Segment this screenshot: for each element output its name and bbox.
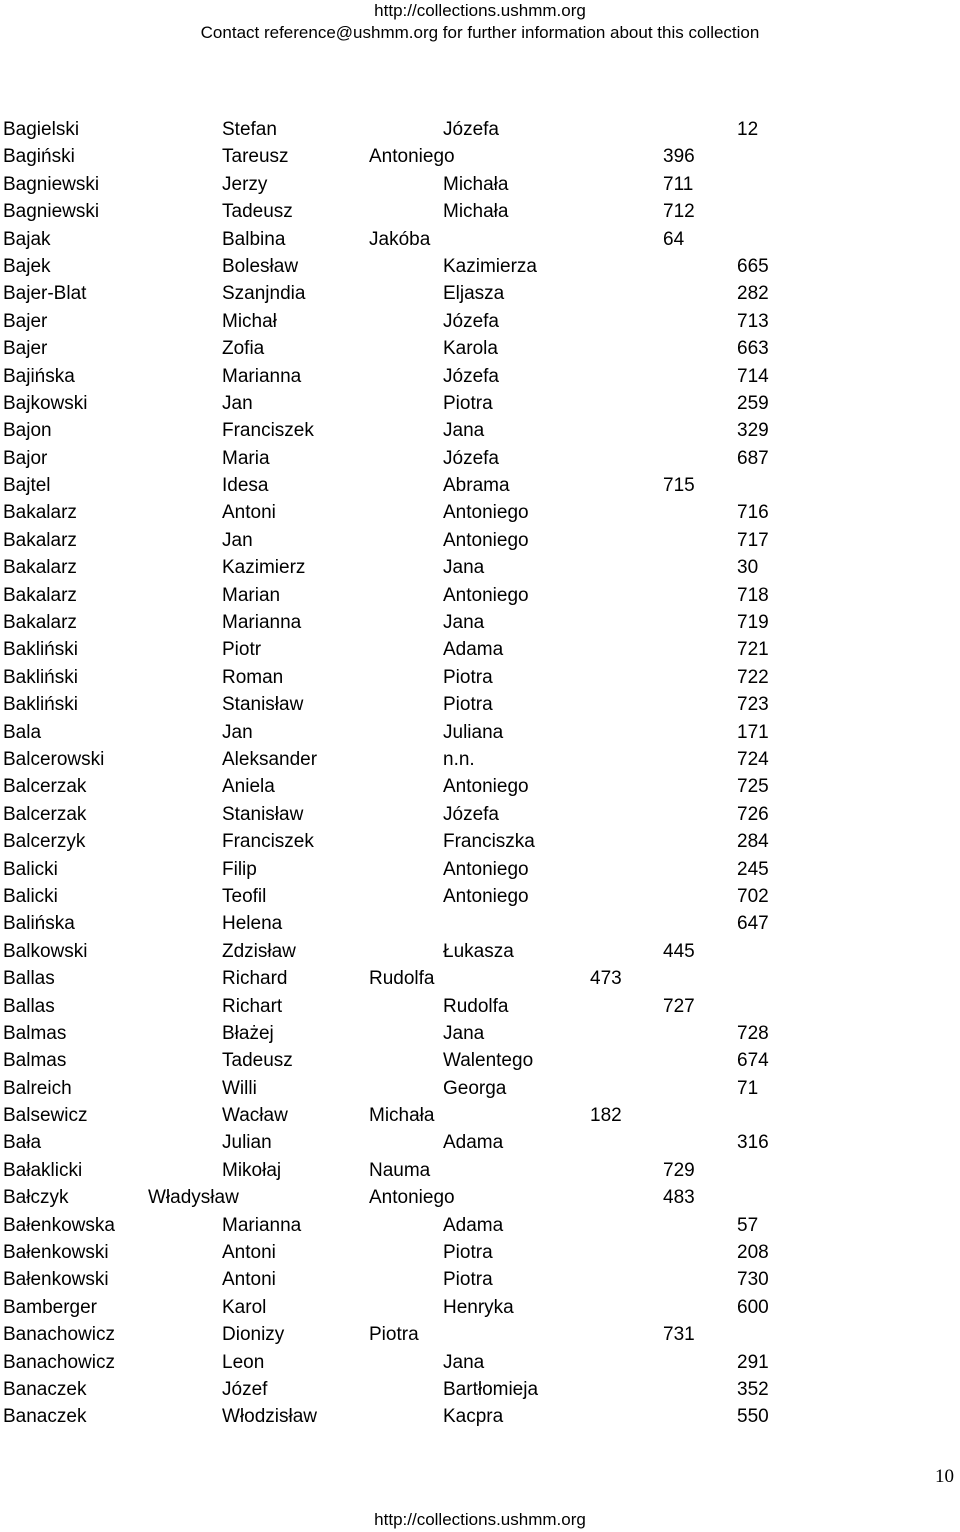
surname-cell: Balmas: [3, 1050, 67, 1072]
number-cell: 730: [737, 1269, 769, 1291]
number-cell: 718: [737, 584, 769, 606]
surname-cell: Bakalarz: [3, 557, 77, 579]
number-cell: 723: [737, 694, 769, 716]
first-name-cell: Marian: [222, 584, 281, 606]
first-name-cell: Tadeusz: [222, 201, 293, 223]
father-name-cell: Jana: [443, 612, 485, 634]
father-name-cell: Jakóba: [369, 228, 431, 250]
first-name-cell: Willi: [222, 1077, 257, 1099]
number-cell: 282: [737, 283, 769, 305]
number-cell: 64: [663, 228, 685, 250]
father-name-cell: Juliana: [443, 721, 504, 743]
list-row: [0, 1020, 960, 1047]
number-cell: 182: [590, 1105, 622, 1127]
surname-cell: Bałaklicki: [3, 1159, 83, 1181]
list-row: [0, 198, 960, 225]
father-name-cell: Łukasza: [443, 940, 514, 962]
first-name-cell: Aleksander: [222, 748, 318, 770]
number-cell: 473: [590, 968, 622, 990]
father-name-cell: Adama: [443, 1132, 504, 1154]
surname-cell: Banaczek: [3, 1378, 87, 1400]
list-row: [0, 719, 960, 746]
father-name-cell: Kazimierza: [443, 255, 537, 277]
first-name-cell: Józef: [222, 1378, 268, 1400]
list-row: [0, 499, 960, 526]
surname-cell: Bamberger: [3, 1296, 97, 1318]
surname-cell: Balcerzak: [3, 776, 87, 798]
surname-cell: Bakliński: [3, 639, 78, 661]
list-row: [0, 472, 960, 499]
first-name-cell: Franciszek: [222, 831, 314, 853]
surname-cell: Ballas: [3, 968, 55, 990]
first-name-cell: Jan: [222, 529, 253, 551]
father-name-cell: Antoniego: [443, 502, 529, 524]
surname-cell: Bagielski: [3, 119, 80, 140]
father-name-cell: Jana: [443, 420, 485, 442]
surname-cell: Bałenkowski: [3, 1242, 109, 1264]
father-name-cell: Michała: [443, 173, 509, 195]
surname-cell: Bajon: [3, 420, 52, 442]
list-row: [0, 1239, 960, 1266]
number-cell: 715: [663, 475, 695, 497]
first-name-cell: Karol: [222, 1296, 267, 1318]
father-name-cell: Antoniego: [369, 1187, 455, 1209]
surname-cell: Bałenkowska: [3, 1214, 115, 1236]
number-cell: 687: [737, 447, 769, 469]
surname-cell: Bajer: [3, 310, 48, 332]
surname-cell: Bakalarz: [3, 502, 77, 524]
surname-cell: Bajer-Blat: [3, 283, 87, 305]
number-cell: 663: [737, 338, 769, 360]
surname-cell: Bagniewski: [3, 173, 100, 195]
list-row: [0, 363, 960, 390]
list-row: [0, 554, 960, 581]
first-name-cell: Szanjndia: [222, 283, 306, 305]
number-cell: 712: [663, 201, 695, 223]
surname-cell: Balicki: [3, 885, 58, 907]
list-row: [0, 993, 960, 1020]
number-cell: 725: [737, 776, 769, 798]
footer-url: http://collections.ushmm.org: [374, 1510, 586, 1529]
number-cell: 208: [737, 1242, 769, 1264]
list-row: [0, 883, 960, 910]
number-cell: 316: [737, 1132, 769, 1154]
surname-cell: Bałenkowski: [3, 1269, 109, 1291]
first-name-cell: Bolesław: [222, 255, 299, 277]
list-row: [0, 1266, 960, 1293]
list-row: [0, 582, 960, 609]
father-name-cell: Abrama: [443, 475, 510, 497]
surname-cell: Bakliński: [3, 694, 78, 716]
list-row: [0, 1294, 960, 1321]
number-cell: 284: [737, 831, 769, 853]
number-cell: 702: [737, 885, 769, 907]
first-name-cell: Władysław: [148, 1187, 239, 1209]
surname-cell: Bakliński: [3, 666, 78, 688]
list-row: [0, 691, 960, 718]
surname-cell: Banachowicz: [3, 1351, 115, 1373]
number-cell: 721: [737, 639, 769, 661]
father-name-cell: Henryka: [443, 1296, 514, 1318]
first-name-cell: Richart: [222, 995, 283, 1017]
surname-cell: Balkowski: [3, 940, 88, 962]
father-name-cell: Jana: [443, 1022, 485, 1044]
surname-cell: Balmas: [3, 1022, 67, 1044]
surname-cell: Bała: [3, 1132, 42, 1154]
list-row: [0, 143, 960, 170]
number-cell: 245: [737, 858, 769, 880]
first-name-cell: Marianna: [222, 612, 302, 634]
first-name-cell: Włodzisław: [222, 1406, 318, 1428]
first-name-cell: Filip: [222, 858, 257, 880]
list-row: [0, 910, 960, 937]
father-name-cell: Antoniego: [443, 776, 529, 798]
first-name-cell: Tadeusz: [222, 1050, 293, 1072]
first-name-cell: Idesa: [222, 475, 269, 497]
surname-cell: Bakalarz: [3, 612, 77, 634]
number-cell: 396: [663, 146, 695, 168]
list-row: [0, 280, 960, 307]
first-name-cell: Marianna: [222, 1214, 302, 1236]
father-name-cell: Józefa: [443, 365, 499, 387]
number-cell: 711: [663, 173, 694, 195]
father-name-cell: n.n.: [443, 748, 475, 770]
list-row: [0, 609, 960, 636]
first-name-cell: Antoni: [222, 1269, 276, 1291]
first-name-cell: Zdzisław: [222, 940, 296, 962]
first-name-cell: Antoni: [222, 502, 276, 524]
number-cell: 665: [737, 255, 769, 277]
list-row: [0, 746, 960, 773]
header-contact: Contact reference@ushmm.org for further information about this collection: [200, 23, 760, 42]
number-cell: 716: [737, 502, 769, 524]
number-cell: 71: [737, 1077, 759, 1099]
first-name-cell: Kazimierz: [222, 557, 306, 579]
father-name-cell: Rudolfa: [443, 995, 509, 1017]
surname-cell: Bagiński: [3, 146, 75, 168]
surname-cell: Bagniewski: [3, 201, 100, 223]
first-name-cell: Dionizy: [222, 1324, 285, 1346]
number-cell: 674: [737, 1050, 769, 1072]
number-cell: 729: [663, 1159, 695, 1181]
father-name-cell: Piotra: [443, 1242, 493, 1264]
number-cell: 329: [737, 420, 769, 442]
surname-cell: Balreich: [3, 1077, 72, 1099]
surname-cell: Bakalarz: [3, 529, 77, 551]
father-name-cell: Antoniego: [369, 146, 455, 168]
surname-cell: Bajek: [3, 255, 51, 277]
surname-cell: Balcerzak: [3, 803, 87, 825]
list-row: [0, 801, 960, 828]
father-name-cell: Nauma: [369, 1159, 431, 1181]
surname-cell: Banaczek: [3, 1406, 87, 1428]
father-name-cell: Georga: [443, 1077, 507, 1099]
father-name-cell: Józefa: [443, 803, 499, 825]
first-name-cell: Maria: [222, 447, 270, 469]
father-name-cell: Antoniego: [443, 858, 529, 880]
number-cell: 647: [737, 913, 769, 935]
father-name-cell: Jana: [443, 557, 485, 579]
surname-cell: Balińska: [3, 913, 75, 935]
number-cell: 727: [663, 995, 695, 1017]
number-cell: 726: [737, 803, 769, 825]
father-name-cell: Piotra: [443, 666, 493, 688]
list-row: [0, 965, 960, 992]
list-row: [0, 828, 960, 855]
first-name-cell: Stanisław: [222, 694, 304, 716]
list-row: [0, 1129, 960, 1156]
list-row: [0, 1321, 960, 1348]
father-name-cell: Piotra: [369, 1324, 419, 1346]
surname-cell: Bajińska: [3, 365, 75, 387]
first-name-cell: Richard: [222, 968, 288, 990]
surname-cell: Balsewicz: [3, 1105, 88, 1127]
number-cell: 713: [737, 310, 769, 332]
number-cell: 352: [737, 1378, 769, 1400]
father-name-cell: Antoniego: [443, 885, 529, 907]
number-cell: 171: [737, 721, 769, 743]
first-name-cell: Zofia: [222, 338, 265, 360]
father-name-cell: Piotra: [443, 392, 493, 414]
first-name-cell: Stefan: [222, 119, 277, 140]
first-name-cell: Wacław: [222, 1105, 288, 1127]
number-cell: 600: [737, 1296, 769, 1318]
number-cell: 731: [663, 1324, 695, 1346]
father-name-cell: Eljasza: [443, 283, 505, 305]
surname-cell: Ballas: [3, 995, 55, 1017]
first-name-cell: Marianna: [222, 365, 302, 387]
list-row: [0, 1403, 960, 1430]
surname-cell: Balicki: [3, 858, 58, 880]
first-name-cell: Jan: [222, 721, 253, 743]
list-row: [0, 335, 960, 362]
number-cell: 719: [737, 612, 769, 634]
number-cell: 12: [737, 119, 759, 140]
first-name-cell: Piotr: [222, 639, 262, 661]
list-row: [0, 1075, 960, 1102]
surname-cell: Bala: [3, 721, 42, 743]
list-row: [0, 116, 960, 143]
list-row: [0, 636, 960, 663]
number-cell: 30: [737, 557, 759, 579]
list-row: [0, 171, 960, 198]
father-name-cell: Antoniego: [443, 584, 529, 606]
first-name-cell: Balbina: [222, 228, 286, 250]
list-row: [0, 253, 960, 280]
father-name-cell: Piotra: [443, 1269, 493, 1291]
father-name-cell: Karola: [443, 338, 498, 360]
list-row: [0, 664, 960, 691]
surname-cell: Bajkowski: [3, 392, 88, 414]
name-list: [0, 116, 960, 1431]
number-cell: 445: [663, 940, 695, 962]
number-cell: 722: [737, 666, 769, 688]
first-name-cell: Helena: [222, 913, 283, 935]
list-row: [0, 1157, 960, 1184]
page-number: 10: [935, 1466, 954, 1487]
father-name-cell: Jana: [443, 1351, 485, 1373]
surname-cell: Bajor: [3, 447, 48, 469]
list-row: [0, 527, 960, 554]
first-name-cell: Jerzy: [222, 173, 268, 195]
father-name-cell: Adama: [443, 1214, 504, 1236]
father-name-cell: Antoniego: [443, 529, 529, 551]
number-cell: 57: [737, 1214, 759, 1236]
first-name-cell: Julian: [222, 1132, 272, 1154]
first-name-cell: Błażej: [222, 1022, 274, 1044]
surname-cell: Banachowicz: [3, 1324, 115, 1346]
list-row: [0, 390, 960, 417]
father-name-cell: Piotra: [443, 694, 493, 716]
father-name-cell: Michała: [443, 201, 509, 223]
list-row: [0, 1212, 960, 1239]
father-name-cell: Józefa: [443, 447, 499, 469]
number-cell: 717: [737, 529, 769, 551]
number-cell: 724: [737, 748, 769, 770]
first-name-cell: Tareusz: [222, 146, 289, 168]
surname-cell: Bakalarz: [3, 584, 77, 606]
first-name-cell: Teofil: [222, 885, 267, 907]
father-name-cell: Rudolfa: [369, 968, 435, 990]
father-name-cell: Walentego: [443, 1050, 534, 1072]
number-cell: 291: [737, 1351, 769, 1373]
father-name-cell: Adama: [443, 639, 504, 661]
surname-cell: Balcerowski: [3, 748, 105, 770]
number-cell: 483: [663, 1187, 695, 1209]
surname-cell: Bajer: [3, 338, 48, 360]
first-name-cell: Franciszek: [222, 420, 314, 442]
father-name-cell: Bartłomieja: [443, 1378, 539, 1400]
father-name-cell: Kacpra: [443, 1406, 504, 1428]
first-name-cell: Antoni: [222, 1242, 276, 1264]
list-row: [0, 226, 960, 253]
number-cell: 728: [737, 1022, 769, 1044]
number-cell: 259: [737, 392, 769, 414]
number-cell: 714: [737, 365, 769, 387]
list-row: [0, 1184, 960, 1211]
first-name-cell: Michał: [222, 310, 277, 332]
list-row: [0, 1376, 960, 1403]
father-name-cell: Józefa: [443, 119, 499, 140]
list-row: [0, 773, 960, 800]
father-name-cell: Franciszka: [443, 831, 535, 853]
first-name-cell: Stanisław: [222, 803, 304, 825]
list-row: [0, 1102, 960, 1129]
header-url: http://collections.ushmm.org: [374, 1, 586, 20]
surname-cell: Bajak: [3, 228, 51, 250]
list-row: [0, 1047, 960, 1074]
list-row: [0, 417, 960, 444]
list-row: [0, 1349, 960, 1376]
list-row: [0, 856, 960, 883]
list-row: [0, 938, 960, 965]
first-name-cell: Mikołaj: [222, 1159, 282, 1181]
first-name-cell: Roman: [222, 666, 284, 688]
number-cell: 550: [737, 1406, 769, 1428]
father-name-cell: Józefa: [443, 310, 499, 332]
list-row: [0, 308, 960, 335]
first-name-cell: Leon: [222, 1351, 265, 1373]
first-name-cell: Aniela: [222, 776, 275, 798]
father-name-cell: Michała: [369, 1105, 435, 1127]
surname-cell: Bałczyk: [3, 1187, 69, 1209]
first-name-cell: Jan: [222, 392, 253, 414]
surname-cell: Balcerzyk: [3, 831, 86, 853]
list-row: [0, 445, 960, 472]
surname-cell: Bajtel: [3, 475, 51, 497]
